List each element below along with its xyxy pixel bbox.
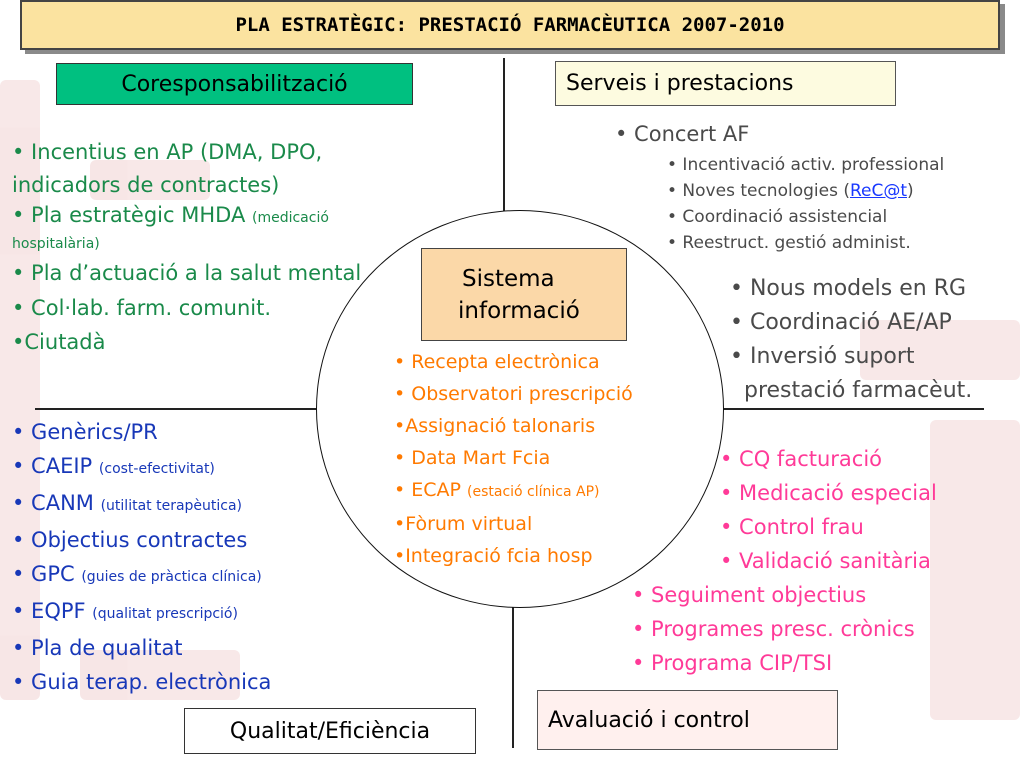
list-item: • Col·lab. farm. comunit. [12,296,272,320]
page-title: PLA ESTRATÈGIC: PRESTACIÓ FARMACÈUTICA 2007-2010 [235,14,785,36]
list-item: • Inversió suport [730,344,915,369]
list-item: • GPC (guies de pràctica clínica) [12,562,262,586]
list-item: • Control frau [720,515,864,539]
list-item: • Noves tecnologies (ReC@t) [667,181,914,201]
box-qualitat-eficiencia [184,708,476,754]
list-item: • Pla estratègic MHDA (medicació [12,203,329,227]
list-item: • Validació sanitària [720,549,931,573]
list-item: • Nous models en RG [730,276,967,301]
list-models [730,272,972,408]
list-item: • Observatori prescripció [394,383,633,405]
box-serveis-prestacions [555,61,896,106]
list-item: • Guia terap. electrònica [12,670,272,694]
list-item: hospitalària) [12,236,100,252]
box-coresponsabilitzacio-label: Coresponsabilització [121,71,348,97]
box-sistema-informacio [421,248,627,341]
box-sistema-label-2: informació [458,297,580,324]
list-item: • Data Mart Fcia [394,447,551,469]
list-avaluacio-more [632,578,915,680]
list-item: • Programa CIP/TSI [632,651,833,675]
list-serveis-sub [667,152,944,256]
box-coresponsabilitzacio [56,63,413,105]
list-avaluacio [720,442,937,578]
list-item: prestació farmacèut. [730,378,973,403]
list-item: • Coordinació assistencial [667,207,888,227]
horizontal-divider-right [722,408,984,410]
list-item: • CANM (utilitat terapèutica) [12,491,243,515]
list-item: • Recepta electrònica [394,351,600,373]
list-qualitat [12,415,271,699]
list-item: • CAEIP (cost-efectivitat) [12,454,215,478]
list-item: indicadors de contractes) [12,173,280,197]
list-coresponsabilitzacio [12,136,361,360]
list-item: •Assignació talonaris [394,415,596,437]
box-avaluacio-label: Avaluació i control [548,707,750,733]
list-item: •Integració fcia hosp [394,545,593,567]
list-item: • Seguiment objectius [632,583,867,607]
list-item: • Incentius en AP (DMA, DPO, [12,140,323,164]
list-item: • Pla de qualitat [12,636,183,660]
vertical-divider-bottom [512,606,514,748]
list-item: •Fòrum virtual [394,513,533,535]
box-avaluacio-control [537,690,838,750]
list-item: • Incentivació activ. professional [667,155,945,175]
list-item: • Pla d’actuació a la salut mental [12,261,362,285]
list-item: • EQPF (qualitat prescripció) [12,599,238,623]
list-sistema-informacio [394,346,633,572]
recat-link[interactable]: ReC@t [849,181,908,201]
list-item: • Reestruct. gestió administ. [667,233,911,253]
box-serveis-label: Serveis i prestacions [566,71,794,96]
box-sistema-label-1: Sistema [462,265,555,292]
list-item: •Ciutadà [12,330,106,354]
list-serveis [615,120,945,253]
list-item: • Objectius contractes [12,528,248,552]
horizontal-divider-left [35,408,318,410]
list-item: • Medicació especial [720,481,937,505]
list-item: • CQ facturació [720,447,883,471]
list-item: • ECAP (estació clínica AP) [394,479,600,501]
title-bar [20,0,1000,50]
box-qualitat-label: Qualitat/Eficiència [229,718,431,744]
list-item: • Coordinació AE/AP [730,310,952,335]
list-item: • Genèrics/PR [12,420,158,444]
list-item: • Concert AF [615,122,750,146]
vertical-divider-top [503,58,505,213]
list-item: • Programes presc. crònics [632,617,915,641]
